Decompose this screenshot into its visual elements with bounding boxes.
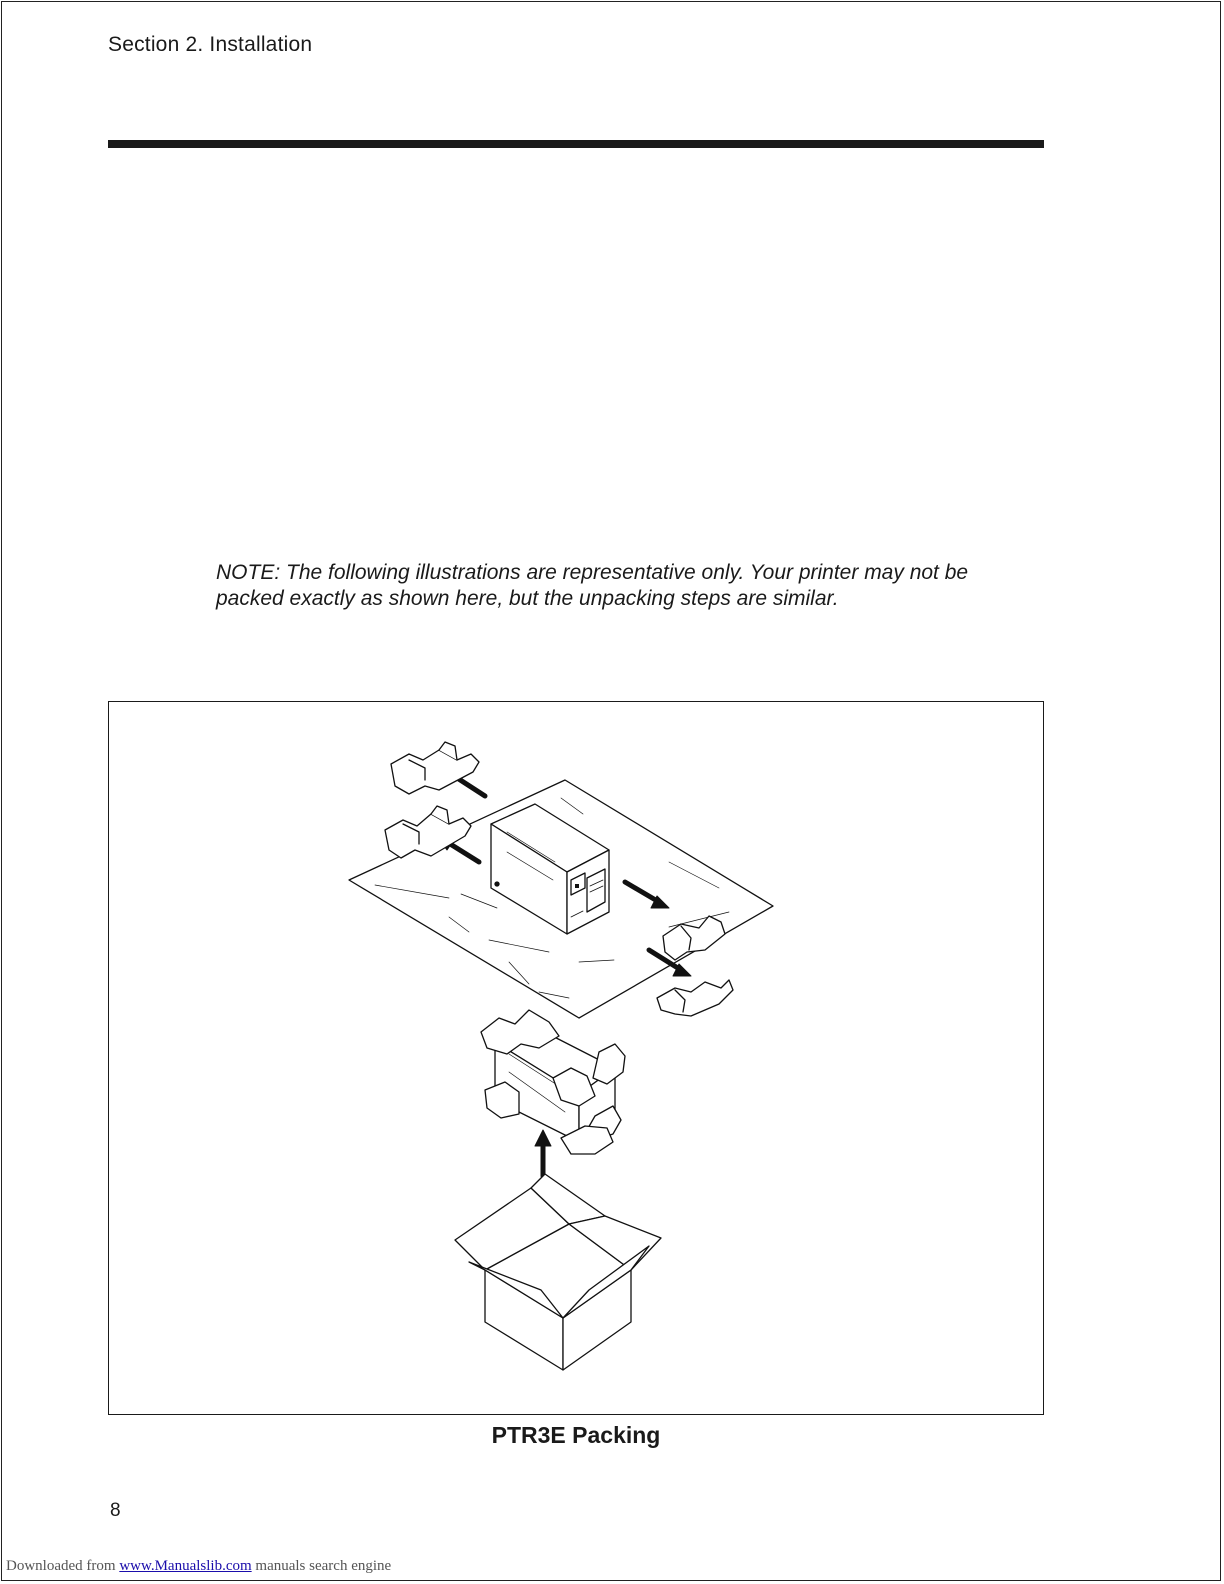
unpacking-illustration <box>109 702 1045 1416</box>
footer-prefix: Downloaded from <box>6 1558 116 1574</box>
figure-frame <box>108 701 1044 1415</box>
page-number: 8 <box>110 1500 121 1521</box>
wrapped-printer <box>481 1010 625 1154</box>
figure-caption: PTR3E Packing <box>491 1422 661 1448</box>
download-footer <box>6 1558 391 1575</box>
footer-suffix: manuals search engine <box>255 1558 392 1574</box>
note-line-2: packed exactly as shown here, but the unpacking steps are similar. <box>216 587 839 610</box>
header-rule <box>108 140 1044 148</box>
note-block <box>216 560 1056 612</box>
section-header: Section 2. Installation <box>108 33 313 56</box>
manualslib-link[interactable]: www.Manualslib.com <box>119 1558 252 1574</box>
note-line-1: NOTE: The following illustrations are representative only. Your printer may not be <box>216 561 969 584</box>
shipping-box <box>455 1174 661 1370</box>
